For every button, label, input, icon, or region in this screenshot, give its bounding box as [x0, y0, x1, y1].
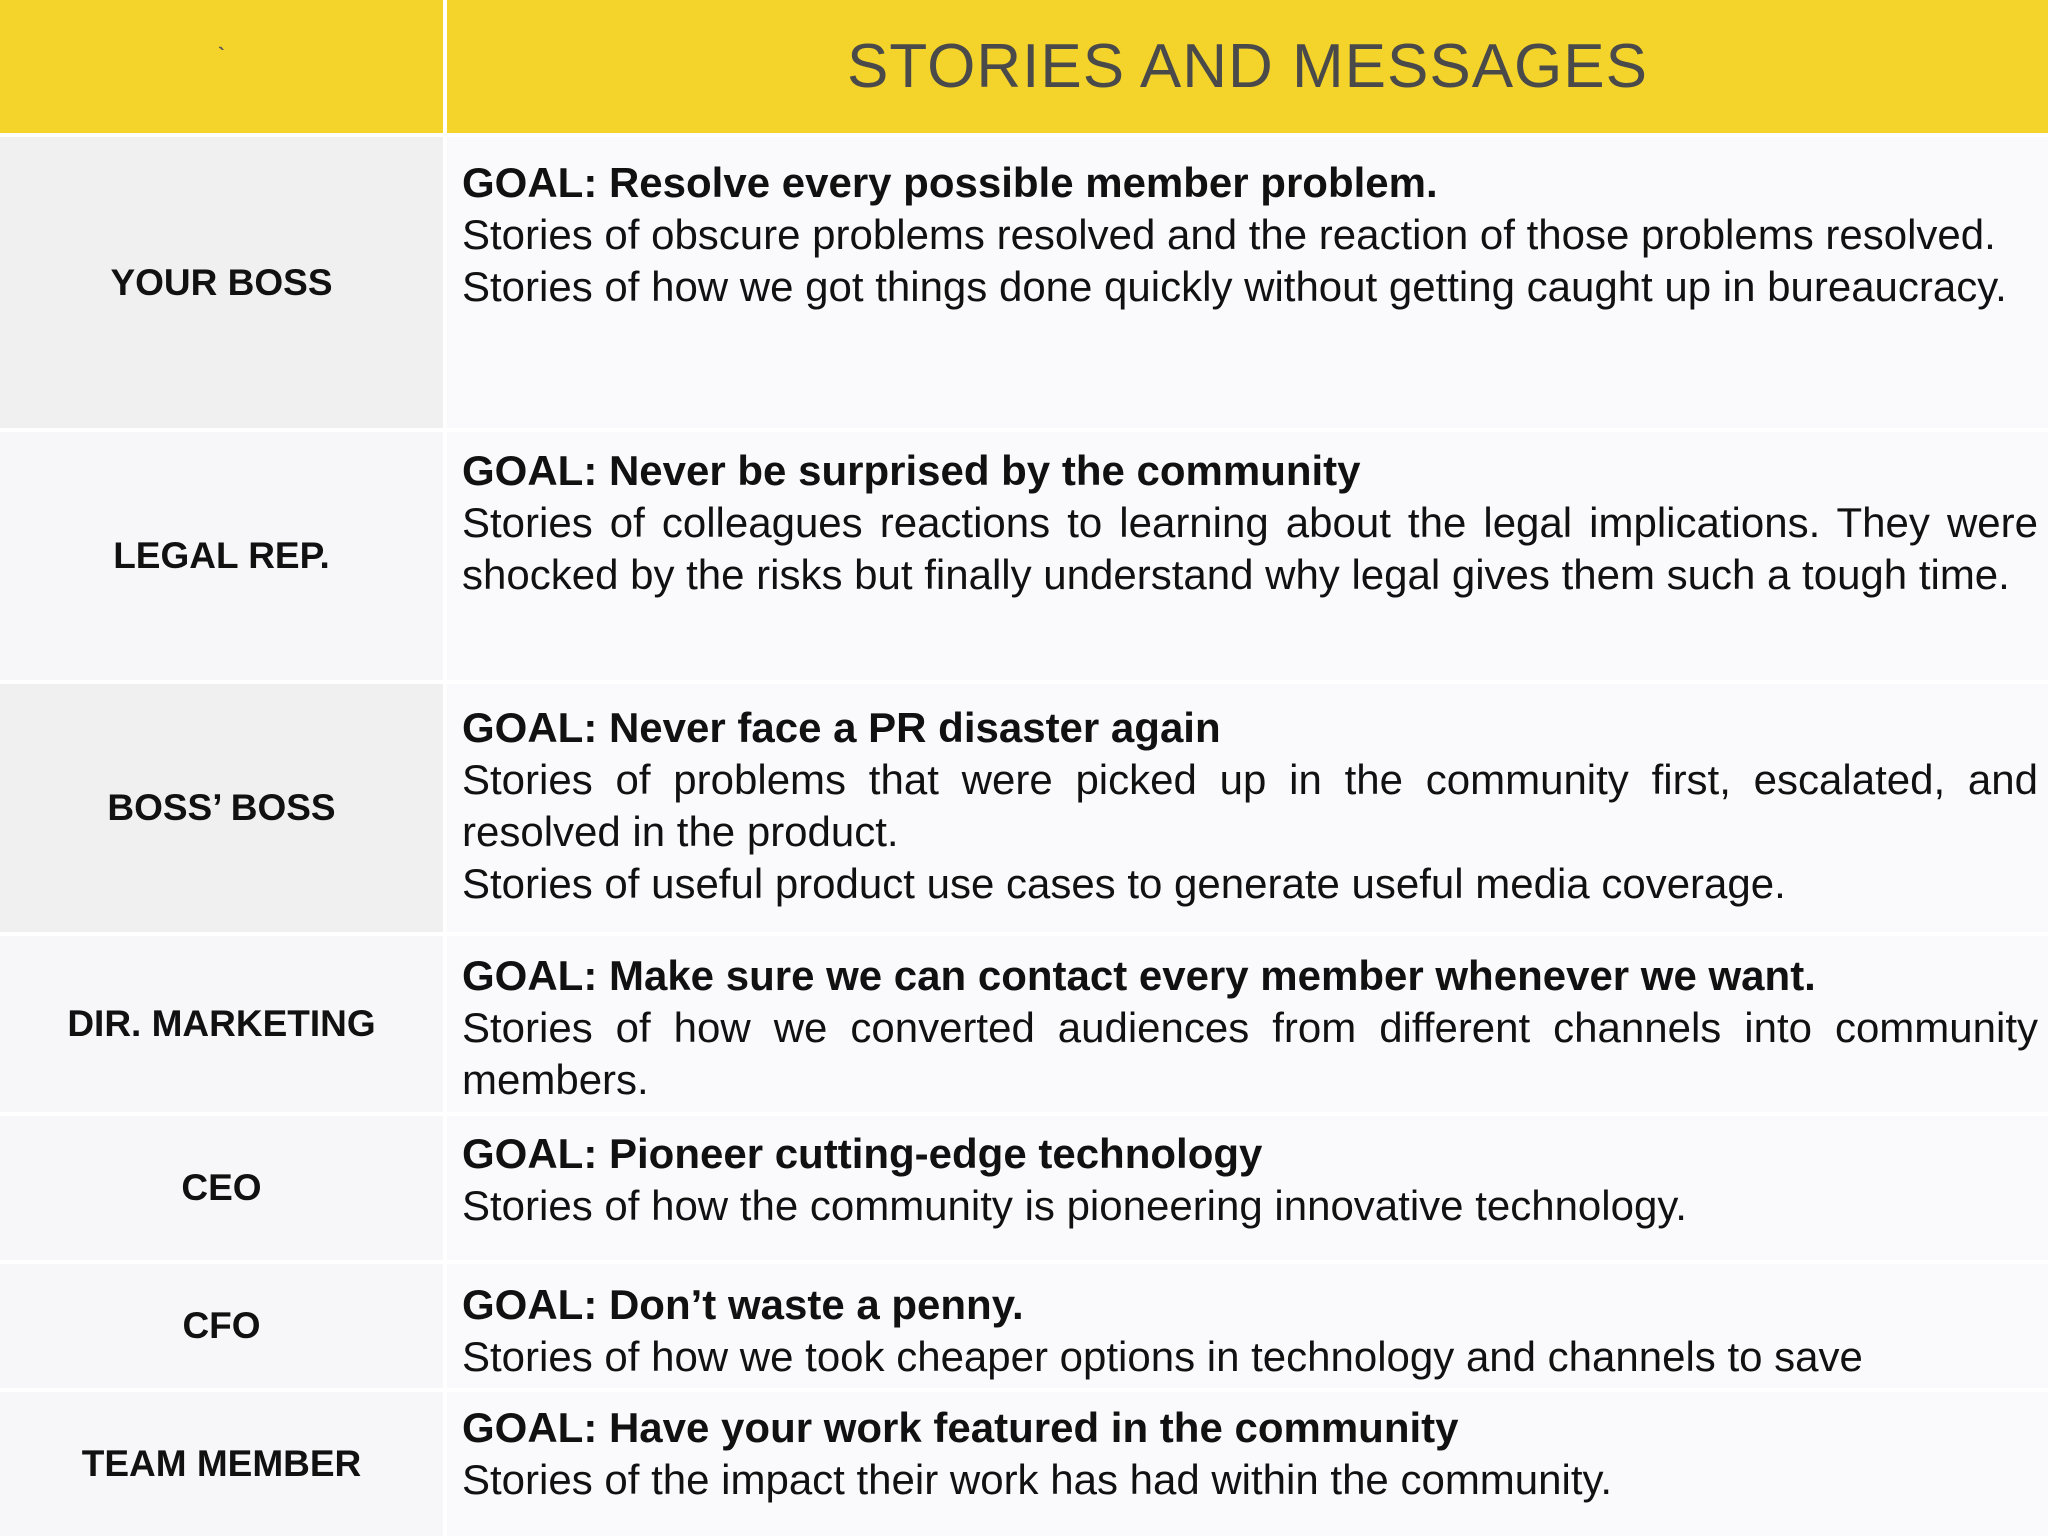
goal-text: GOAL: Don’t waste a penny.	[462, 1281, 1024, 1328]
message-cell	[447, 1392, 2048, 1536]
message-cell	[447, 137, 2048, 428]
message-cell	[447, 432, 2048, 680]
header-left-cell	[0, 0, 443, 133]
story-text: Stories of how we converted audiences from different channels into community members.	[462, 1004, 2038, 1103]
audience-label: TEAM MEMBER	[0, 1392, 443, 1536]
table-row	[0, 137, 2048, 428]
header-title: STORIES AND MESSAGES	[447, 0, 2048, 133]
goal-text: GOAL: Never face a PR disaster again	[462, 704, 1221, 751]
goal-text: GOAL: Have your work featured in the community	[462, 1404, 1459, 1451]
table-row	[0, 432, 2048, 680]
goal-text: GOAL: Resolve every possible member problem.	[462, 159, 1438, 206]
audience-label: YOUR BOSS	[0, 137, 443, 428]
story-text: Stories of how we took cheaper options in technology and channels to save	[462, 1333, 1863, 1380]
story-text: Stories of obscure problems resolved and the reaction of those problems resolved.	[462, 211, 1996, 258]
audience-label: BOSS’ BOSS	[0, 684, 443, 932]
goal-text: GOAL: Pioneer cutting-edge technology	[462, 1130, 1263, 1177]
audience-label: DIR. MARKETING	[0, 936, 443, 1112]
goal-text: GOAL: Make sure we can contact every member whenever we want.	[462, 952, 1816, 999]
table-row	[0, 684, 2048, 932]
header-left-mark: `	[218, 45, 225, 67]
story-text: Stories of the impact their work has had within the community.	[462, 1456, 1613, 1503]
message-cell	[447, 1116, 2048, 1260]
message-cell	[447, 936, 2048, 1112]
goal-text: GOAL: Never be surprised by the community	[462, 447, 1361, 494]
table-row	[0, 1392, 2048, 1536]
table-header	[0, 0, 2048, 133]
message-cell	[447, 684, 2048, 932]
story-text: Stories of problems that were picked up in the community first, escalated, and resolved in the product.	[462, 756, 2038, 855]
story-text: Stories of useful product use cases to generate useful media coverage.	[462, 860, 1786, 907]
table-row	[0, 1264, 2048, 1388]
message-cell	[447, 1264, 2048, 1388]
table-row	[0, 936, 2048, 1112]
audience-label: CEO	[0, 1116, 443, 1260]
story-text: Stories of colleagues reactions to learning about the legal implications. They were shocked by the risks but finally understand why legal gives them such a tough time.	[462, 499, 2038, 598]
table-row	[0, 1116, 2048, 1260]
story-text: Stories of how we got things done quickly without getting caught up in bureaucracy.	[462, 263, 2007, 310]
audience-label: CFO	[0, 1264, 443, 1388]
story-text: Stories of how the community is pioneering innovative technology.	[462, 1182, 1687, 1229]
audience-label: LEGAL REP.	[0, 432, 443, 680]
